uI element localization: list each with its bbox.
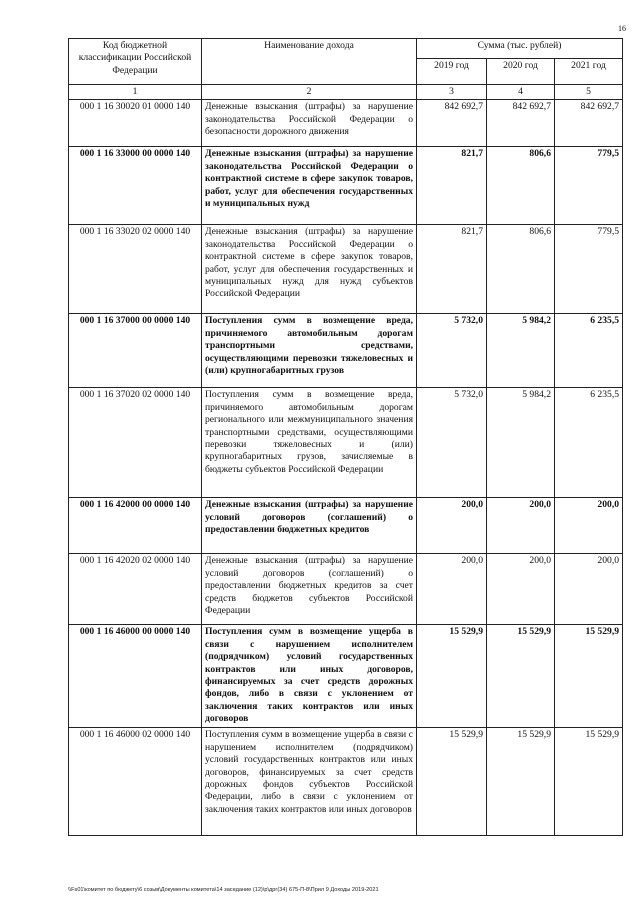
header-year-2019: 2019 год bbox=[417, 59, 487, 85]
row-name: Поступления сумм в возмещение вреда, причиняемого автомобильным дорогам транспортными средствами, осуществляющими перевозки тяжеловесных и (или) крупногабаритных грузов bbox=[202, 314, 417, 388]
row-value-2019: 200,0 bbox=[417, 554, 487, 625]
row-name: Денежные взыскания (штрафы) за нарушение условий договоров (соглашений) о предоставлении бюджетных кредитов bbox=[202, 498, 417, 554]
row-code: 000 1 16 46000 02 0000 140 bbox=[69, 728, 202, 836]
row-code: 000 1 16 37000 00 0000 140 bbox=[69, 314, 202, 388]
col-number-1: 1 bbox=[69, 85, 202, 100]
row-value-2021: 200,0 bbox=[555, 498, 623, 554]
row-value-2020: 842 692,7 bbox=[487, 100, 555, 147]
row-code: 000 1 16 46000 00 0000 140 bbox=[69, 625, 202, 728]
header-name: Наименование дохода bbox=[202, 39, 417, 85]
row-name: Денежные взыскания (штрафы) за нарушение условий договоров (соглашений) о предоставлении бюджетных кредитов за счет средств бюджетов субъектов Российской Федерации bbox=[202, 554, 417, 625]
table-row bbox=[69, 225, 623, 314]
row-value-2019: 15 529,9 bbox=[417, 728, 487, 836]
page-number: 16 bbox=[618, 24, 626, 33]
row-code: 000 1 16 33000 00 0000 140 bbox=[69, 147, 202, 225]
row-value-2021: 6 235,5 bbox=[555, 388, 623, 498]
row-code: 000 1 16 37020 02 0000 140 bbox=[69, 388, 202, 498]
row-value-2019: 15 529,9 bbox=[417, 625, 487, 728]
row-value-2019: 5 732,0 bbox=[417, 388, 487, 498]
table-row bbox=[69, 498, 623, 554]
col-number-5: 5 bbox=[555, 85, 623, 100]
footer-file-path: \\Fs01\комитет по бюджету\6 созыв\Документы комитета\14 заседание (12)\p\дрг(34) 675-П-8\Прил 9 Доходы 2019-2021 bbox=[68, 887, 379, 893]
revenue-table bbox=[68, 38, 623, 836]
row-name: Поступления сумм в возмещение ущерба в связи с нарушением исполнителем (подрядчиком) условий государственных контрактов или иных договоров, финансируемых за счет средств дорожных фондов, либо в связи с уклонением от заключения таких контрактов или иных договоров bbox=[202, 625, 417, 728]
row-value-2021: 779,5 bbox=[555, 225, 623, 314]
row-value-2021: 6 235,5 bbox=[555, 314, 623, 388]
row-value-2020: 200,0 bbox=[487, 498, 555, 554]
row-name: Денежные взыскания (штрафы) за нарушение законодательства Российской Федерации о контрактной системе в сфере закупок товаров, работ, услуг для обеспечения государственных и муниципальных нужд для нужд субъектов Российской Федерации bbox=[202, 225, 417, 314]
col-number-2: 2 bbox=[202, 85, 417, 100]
row-name: Поступления сумм в возмещение вреда, причиняемого автомобильным дорогам регионального или межмуниципального значения транспортными средствами, осуществляющими перевозки тяжеловесных и (или) крупногабаритных грузов, зачисляемые в бюджеты субъектов Российской Федерации bbox=[202, 388, 417, 498]
table-row bbox=[69, 388, 623, 498]
row-value-2020: 200,0 bbox=[487, 554, 555, 625]
row-value-2021: 779,5 bbox=[555, 147, 623, 225]
row-name: Денежные взыскания (штрафы) за нарушение законодательства Российской Федерации о безопасности дорожного движения bbox=[202, 100, 417, 147]
row-value-2019: 842 692,7 bbox=[417, 100, 487, 147]
row-value-2019: 821,7 bbox=[417, 147, 487, 225]
row-value-2021: 15 529,9 bbox=[555, 728, 623, 836]
row-name: Поступления сумм в возмещение ущерба в связи с нарушением исполнителем (подрядчиком) условий государственных контрактов или иных договоров, финансируемых за счет средств дорожных фондов субъектов Российской Федерации, либо в связи с уклонением от заключения таких контрактов или иных договоров bbox=[202, 728, 417, 836]
header-code: Код бюджетной классификации Российской Федерации bbox=[69, 39, 202, 85]
table-row bbox=[69, 147, 623, 225]
header-sum: Сумма (тыс. рублей) bbox=[417, 39, 623, 59]
header-year-2020: 2020 год bbox=[487, 59, 555, 85]
table-row bbox=[69, 100, 623, 147]
row-value-2020: 15 529,9 bbox=[487, 625, 555, 728]
row-value-2020: 5 984,2 bbox=[487, 388, 555, 498]
row-name: Денежные взыскания (штрафы) за нарушение законодательства Российской Федерации о контрактной системе в сфере закупок товаров, работ, услуг для обеспечения государственных и муниципальных нужд bbox=[202, 147, 417, 225]
row-value-2020: 806,6 bbox=[487, 225, 555, 314]
row-value-2021: 15 529,9 bbox=[555, 625, 623, 728]
row-code: 000 1 16 42000 00 0000 140 bbox=[69, 498, 202, 554]
col-number-3: 3 bbox=[417, 85, 487, 100]
table-row bbox=[69, 554, 623, 625]
col-number-4: 4 bbox=[487, 85, 555, 100]
row-value-2019: 200,0 bbox=[417, 498, 487, 554]
row-value-2021: 842 692,7 bbox=[555, 100, 623, 147]
table-row bbox=[69, 625, 623, 728]
row-code: 000 1 16 42020 02 0000 140 bbox=[69, 554, 202, 625]
row-value-2020: 806,6 bbox=[487, 147, 555, 225]
row-value-2019: 821,7 bbox=[417, 225, 487, 314]
table-row bbox=[69, 728, 623, 836]
table-row bbox=[69, 314, 623, 388]
row-value-2021: 200,0 bbox=[555, 554, 623, 625]
row-value-2020: 15 529,9 bbox=[487, 728, 555, 836]
row-value-2020: 5 984,2 bbox=[487, 314, 555, 388]
header-year-2021: 2021 год bbox=[555, 59, 623, 85]
row-code: 000 1 16 33020 02 0000 140 bbox=[69, 225, 202, 314]
row-value-2019: 5 732,0 bbox=[417, 314, 487, 388]
row-code: 000 1 16 30020 01 0000 140 bbox=[69, 100, 202, 147]
